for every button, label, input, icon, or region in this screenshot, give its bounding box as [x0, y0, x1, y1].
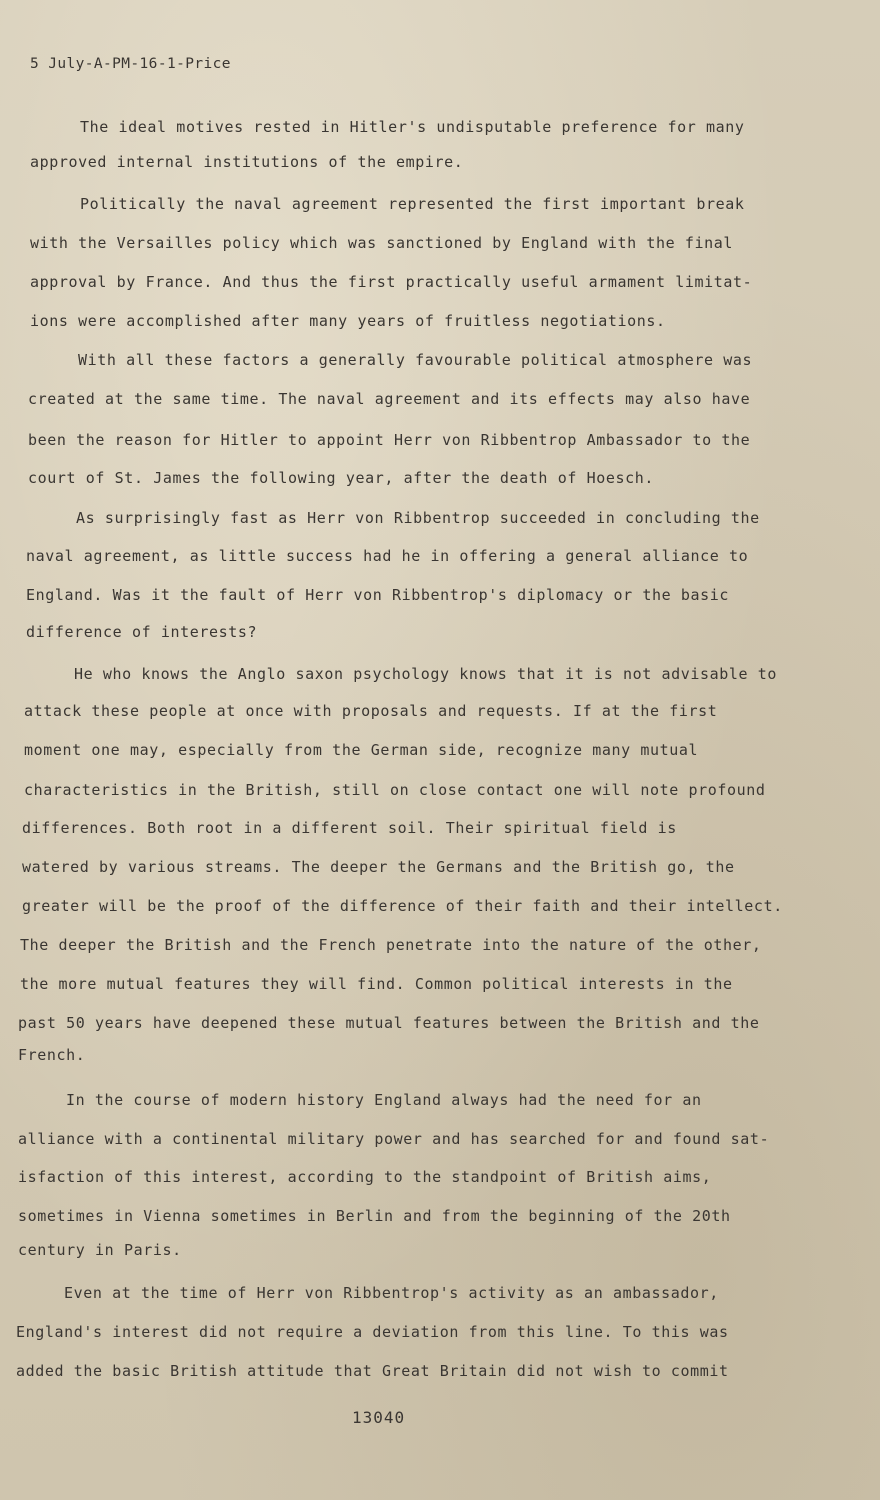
text-line: been the reason for Hitler to appoint Herr von Ribbentrop Ambassador to the [28, 431, 751, 449]
text-line: sometimes in Vienna sometimes in Berlin and from the beginning of the 20th [18, 1207, 731, 1225]
text-line: attack these people at once with proposals and requests. If at the first [24, 702, 718, 720]
text-line: difference of interests? [26, 623, 258, 641]
text-line: century in Paris. [18, 1241, 182, 1259]
text-line: differences. Both root in a different soil. Their spiritual field is [22, 819, 677, 837]
text-line: The deeper the British and the French penetrate into the nature of the other, [20, 936, 762, 954]
text-line: moment one may, especially from the German side, recognize many mutual [24, 741, 699, 759]
text-line: isfaction of this interest, according to the standpoint of British aims, [18, 1168, 712, 1186]
text-line: the more mutual features they will find. Common political interests in the [20, 975, 733, 993]
text-line: As surprisingly fast as Herr von Ribbentrop succeeded in concluding the [76, 509, 760, 527]
text-line: With all these factors a generally favourable political atmosphere was [78, 351, 753, 369]
text-line: court of St. James the following year, after the death of Hoesch. [28, 469, 654, 487]
text-line: created at the same time. The naval agreement and its effects may also have [28, 390, 751, 408]
text-line: characteristics in the British, still on close contact one will note profound [24, 781, 766, 799]
text-line: naval agreement, as little success had he in offering a general alliance to [26, 547, 749, 565]
text-line: added the basic British attitude that Great Britain did not wish to commit [16, 1362, 729, 1380]
text-line: The ideal motives rested in Hitler's undisputable preference for many [80, 118, 745, 136]
text-line: Even at the time of Herr von Ribbentrop's activity as an ambassador, [64, 1284, 719, 1302]
text-line: past 50 years have deepened these mutual features between the British and the [18, 1014, 760, 1032]
text-line: In the course of modern history England always had the need for an [66, 1091, 702, 1109]
document-header: 5 July-A-PM-16-1-Price [30, 56, 231, 72]
text-line: England's interest did not require a deviation from this line. To this was [16, 1323, 729, 1341]
text-line: watered by various streams. The deeper the Germans and the British go, the [22, 858, 735, 876]
text-line: ions were accomplished after many years of fruitless negotiations. [30, 312, 666, 330]
text-line: with the Versailles policy which was sanctioned by England with the final [30, 234, 734, 252]
text-line: Politically the naval agreement represented the first important break [80, 195, 745, 213]
page-number: 13040 [352, 1408, 406, 1427]
text-line: He who knows the Anglo saxon psychology knows that it is not advisable to [74, 665, 778, 683]
text-line: approval by France. And thus the first practically useful armament limitat- [30, 273, 753, 291]
text-line: French. [18, 1046, 86, 1064]
text-line: approved internal institutions of the empire. [30, 153, 464, 171]
text-line: alliance with a continental military power and has searched for and found sat- [18, 1130, 770, 1148]
text-line: England. Was it the fault of Herr von Ribbentrop's diplomacy or the basic [26, 586, 730, 604]
text-line: greater will be the proof of the difference of their faith and their intellect. [22, 897, 783, 915]
